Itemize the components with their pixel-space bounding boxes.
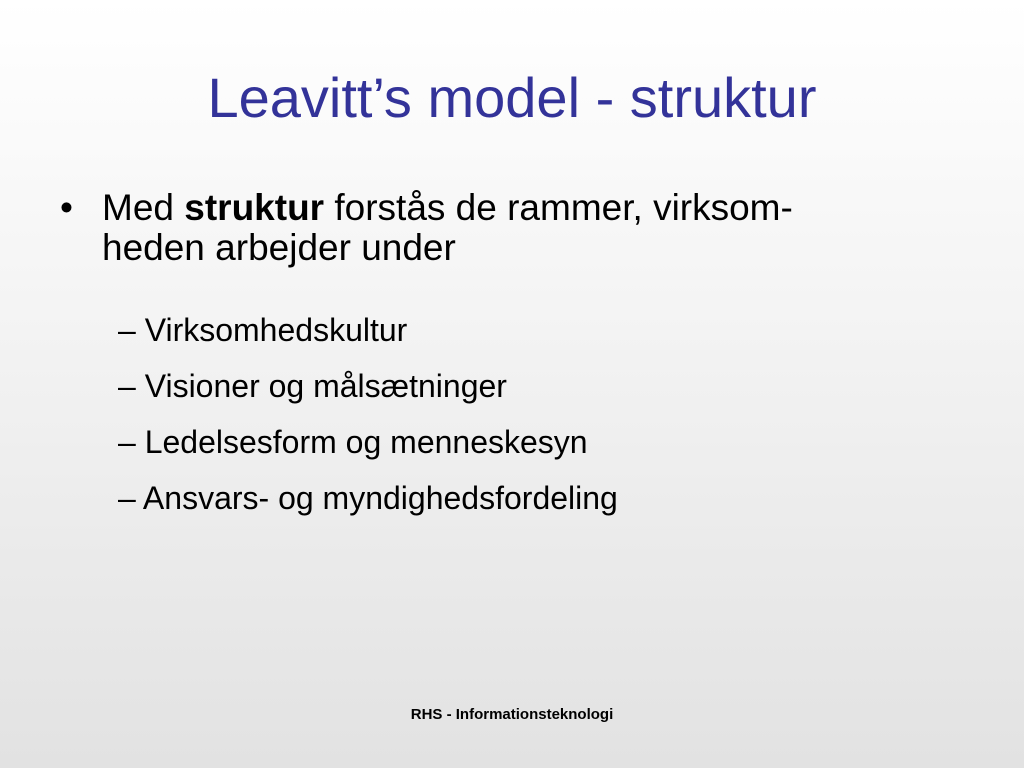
main-bullet-line-1 [102, 188, 980, 228]
sub-bullet-list [118, 312, 618, 536]
bullet-emphasis: struktur [184, 187, 325, 228]
main-bullet [60, 188, 980, 268]
sub-bullet-item: – Ledelsesform og menneskesyn [118, 424, 588, 460]
sub-bullet-item: – Ansvars- og myndighedsfordeling [118, 480, 618, 516]
main-bullet-line-2: heden arbejder under [102, 227, 456, 268]
slide-footer: RHS - Informationsteknologi [410, 706, 614, 723]
sub-bullet-item: – Virksomhedskultur [118, 312, 408, 348]
slide-title: Leavitt’s model - struktur [207, 66, 817, 129]
bullet-suffix: forstås de rammer, virksom- [324, 187, 793, 228]
bullet-marker: • [60, 187, 73, 228]
bullet-prefix: Med [102, 187, 185, 228]
slide-body [60, 187, 980, 516]
sub-bullet-item: – Visioner og målsætninger [118, 368, 507, 404]
